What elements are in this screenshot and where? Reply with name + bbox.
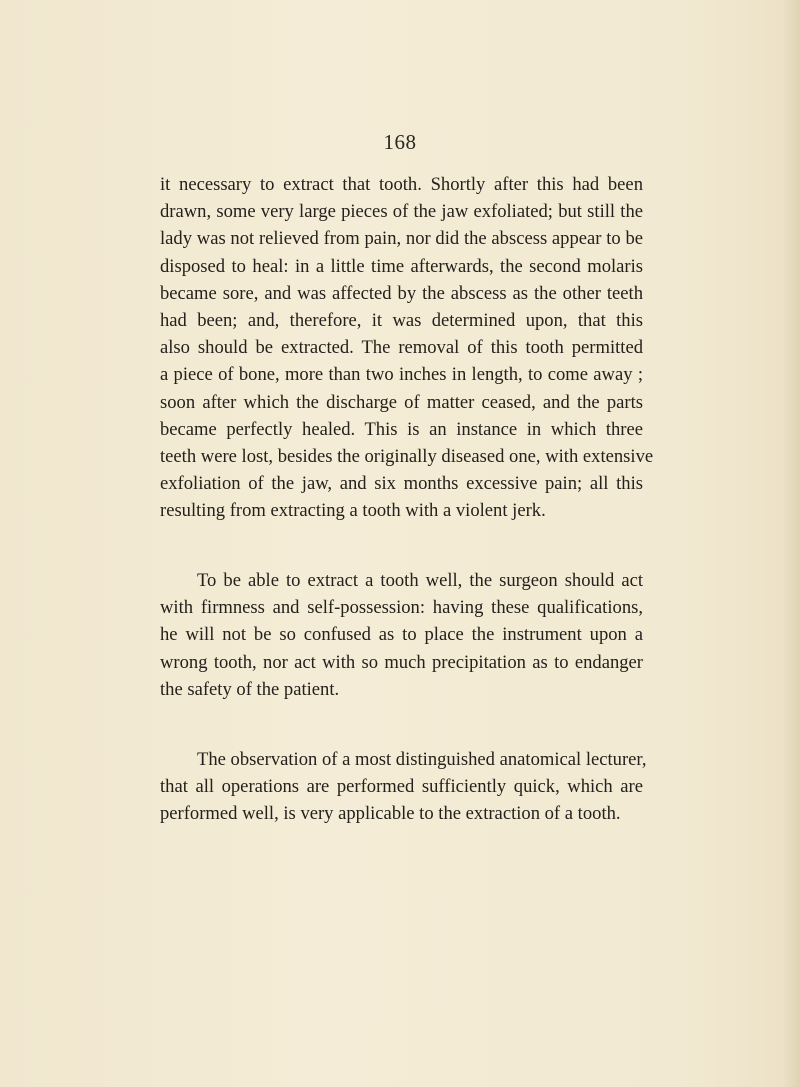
text-line: became sore, and was affected by the abscess as the other teeth (160, 282, 643, 304)
text-line: wrong tooth, nor act with so much precipitation as to endanger (160, 651, 643, 673)
text-line: it necessary to extract that tooth. Shortly after this had been (160, 174, 643, 195)
paragraph-1 (160, 171, 654, 525)
text-line: To be able to extract a tooth well, the surgeon should act (197, 570, 643, 591)
text-line: that all operations are performed sufficiently quick, which are (160, 776, 643, 798)
text-line: a piece of bone, more than two inches in length, to come away ; (160, 364, 643, 386)
text-line: became perfectly healed. This is an instance in which three (160, 418, 643, 440)
text-line: resulting from extracting a tooth with a violent jerk. (160, 500, 546, 522)
text-line: soon after which the discharge of matter ceased, and the parts (160, 391, 643, 413)
text-line: with firmness and self-possession: having these qualifications, (160, 597, 643, 619)
page-number: 168 (383, 130, 417, 154)
text-line: lady was not relieved from pain, nor did the abscess appear to be (160, 228, 643, 250)
text-line: exfoliation of the jaw, and six months excessive pain; all this (160, 473, 643, 495)
paragraph-3 (160, 746, 647, 828)
text-line: also should be extracted. The removal of this tooth permitted (160, 337, 643, 359)
page-edge-shadow (782, 0, 800, 1087)
paragraph-2 (160, 567, 643, 703)
text-line: performed well, is very applicable to the extraction of a tooth. (160, 803, 621, 825)
text-line: disposed to heal: in a little time afterwards, the second molaris (160, 255, 643, 277)
text-line: drawn, some very large pieces of the jaw exfoliated; but still the (160, 201, 643, 223)
text-line: The observation of a most distinguished anatomical lecturer, (197, 749, 647, 770)
text-line: had been; and, therefore, it was determined upon, that this (160, 310, 643, 332)
text-line: teeth were lost, besides the originally diseased one, with extensive (160, 446, 654, 468)
text-line: the safety of the patient. (160, 678, 340, 700)
text-line: he will not be so confused as to place the instrument upon a (160, 624, 643, 646)
